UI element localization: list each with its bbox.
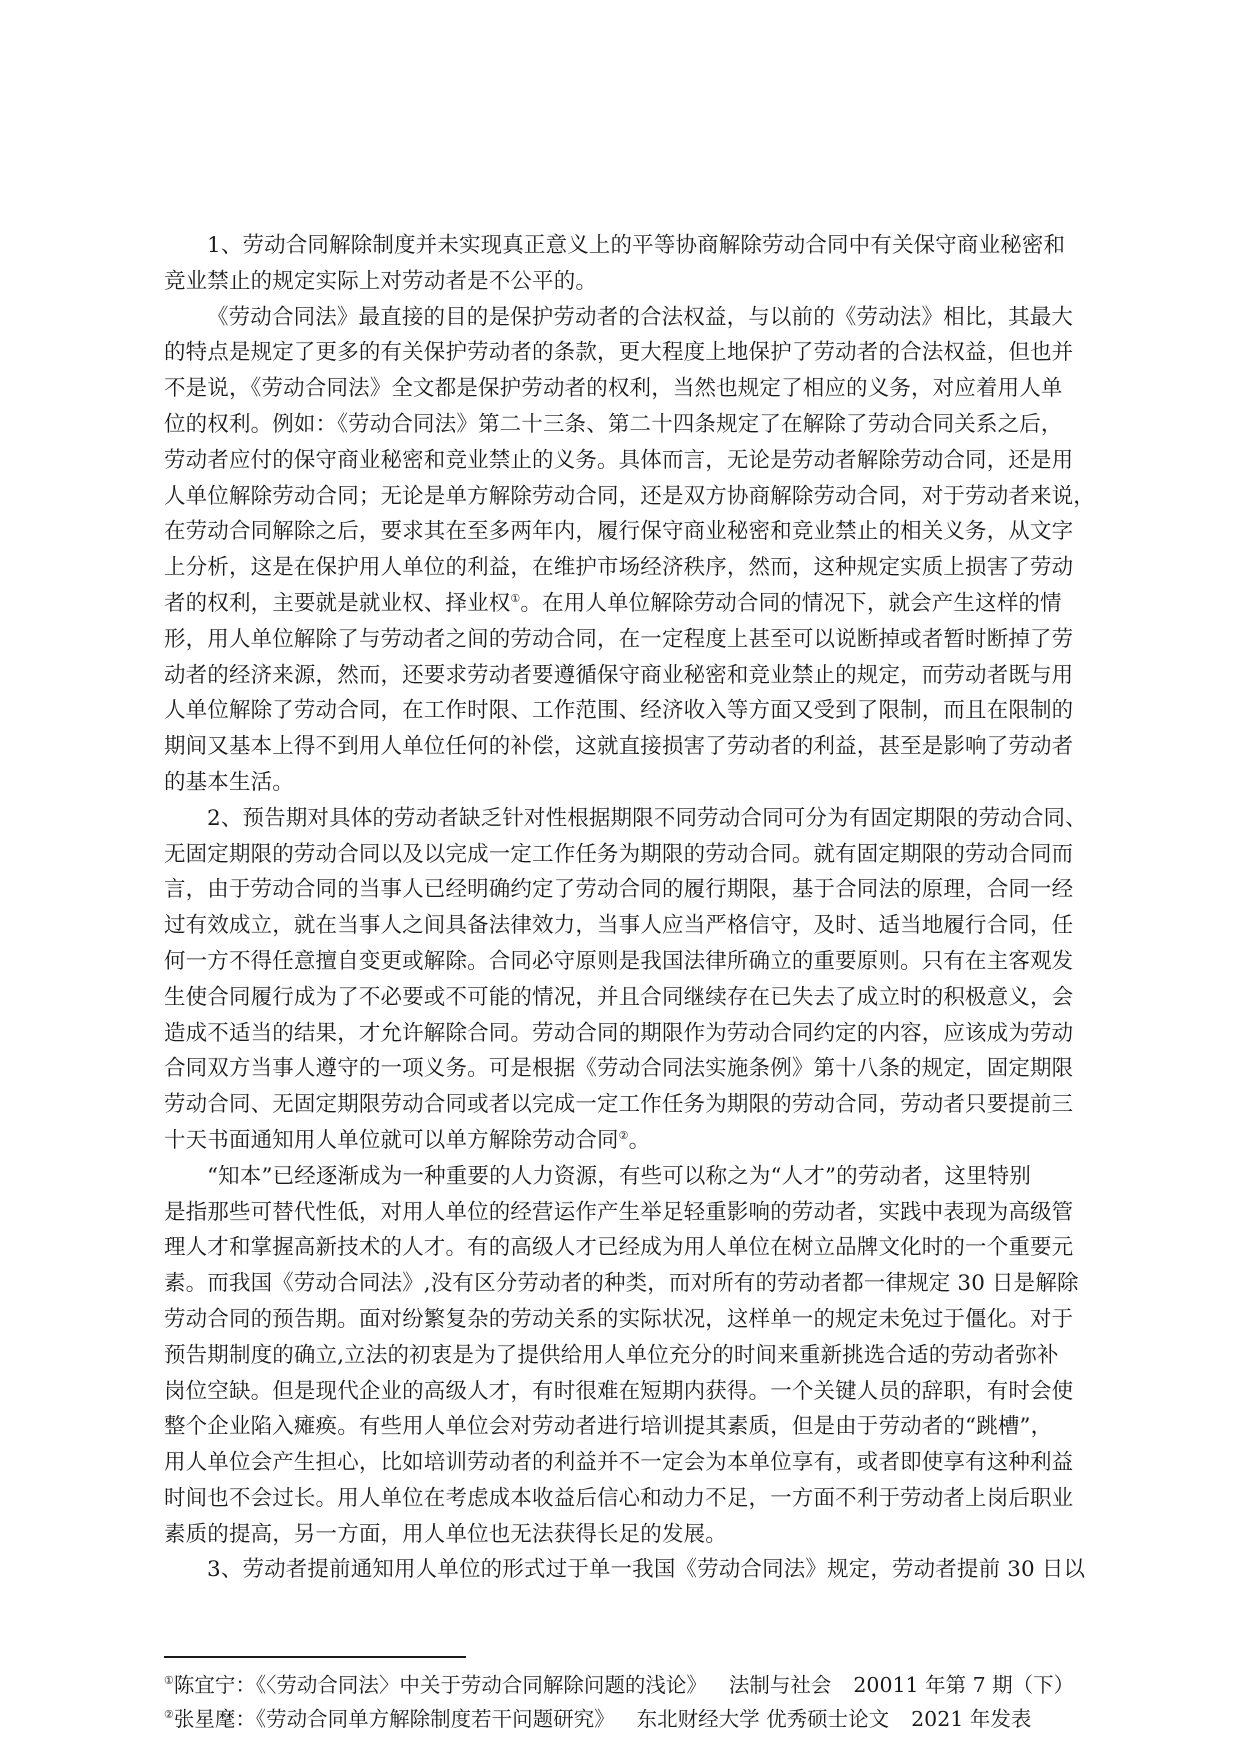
body-line-text: 何一方不得任意擅自变更或解除。合同必守原则是我国法律所确立的重要原则。只有在主客观发: [164, 948, 1074, 974]
footnote-mark: ①: [164, 1674, 174, 1688]
body-line: [164, 1087, 1076, 1123]
body-line: [164, 371, 1076, 407]
body-line: [164, 622, 1076, 658]
body-line-text: 素质的提高，另一方面，用人单位也无法获得长足的发展。: [164, 1521, 727, 1547]
footnote-date: 20011 年第 7 期（下）: [853, 1673, 1075, 1697]
body-line-text: 劳动合同、无固定期限劳动合同或者以完成一定工作任务为期限的劳动合同，劳动者只要提前三: [164, 1092, 1074, 1118]
body-line-text: 合同双方当事人遵守的一项义务。可是根据《劳动合同法实施条例》第十八条的规定，固定期限: [164, 1056, 1074, 1082]
body-line-text: 的基本生活。: [164, 769, 294, 795]
body-line: [164, 228, 1076, 264]
footnote-reference[interactable]: ①: [510, 591, 521, 605]
body-line-text: 造成不适当的结果，才允许解除合同。劳动合同的期限作为劳动合同约定的内容，应该成为劳动: [164, 1020, 1074, 1046]
footnote: [164, 1702, 1076, 1736]
body-line: [164, 944, 1076, 980]
body-line-text: 劳动合同的预告期。面对纷繁复杂的劳动关系的实际状况，这样单一的规定未免过于僵化。对于: [164, 1306, 1074, 1332]
body-line: [164, 1481, 1076, 1517]
body-line-text: 的特点是规定了更多的有关保护劳动者的条款，更大程度上地保护了劳动者的合法权益，但也并: [164, 340, 1074, 366]
body-line-text: 。: [628, 1127, 651, 1153]
body-line-text: 形，用人单位解除了与劳动者之间的劳动合同，在一定程度上甚至可以说断掉或者暂时断掉了劳: [164, 626, 1074, 652]
body-line: [164, 1123, 1076, 1159]
body-line-text: 动者的经济来源，然而，还要求劳动者要遵循保守商业秘密和竞业禁止的规定，而劳动者既与用: [164, 662, 1074, 688]
body-line: [164, 1338, 1076, 1374]
body-line: [164, 872, 1076, 908]
body-line: [164, 443, 1076, 479]
body-line: [164, 1195, 1076, 1231]
body-line-text: 3、劳动者提前通知用人单位的形式过于单一我国《劳动合同法》规定，劳动者提前 30 日以: [207, 1557, 1086, 1583]
body-line-text: 十天书面通知用人单位就可以单方解除劳动合同: [164, 1127, 619, 1153]
body-line: [164, 514, 1076, 550]
body-line-text: 素。而我国《劳动合同法》,没有区分劳动者的种类，而对所有的劳动者都一律规定 30 日是解除: [164, 1271, 1079, 1297]
body-line: [164, 264, 1076, 300]
body-line-text: 期间又基本上得不到用人单位任何的补偿，这就直接损害了劳动者的利益，甚至是影响了劳动者: [164, 734, 1074, 760]
footnote-date: 2021 年发表: [911, 1707, 1032, 1731]
footnote-source: 法制与社会: [728, 1673, 832, 1697]
body-line: [164, 1302, 1076, 1338]
body-line: [164, 1552, 1086, 1588]
body-line-text: 预告期制度的确立,立法的初衷是为了提供给用人单位充分的时间来重新挑选合适的劳动者弥补: [164, 1342, 1059, 1368]
body-line: [164, 1016, 1076, 1052]
body-line-text: 者的权利，主要就是就业权、择业权: [164, 590, 511, 616]
body-line: [164, 1051, 1076, 1087]
body-line-text: 位的权利。例如：《劳动合同法》第二十三条、第二十四条规定了在解除了劳动合同关系之后，: [164, 411, 1063, 437]
body-line-text: 是指那些可替代性低，对用人单位的经营运作产生举足轻重影响的劳动者，实践中表现为高级管: [164, 1199, 1074, 1225]
body-line-text: 1、劳动合同解除制度并未实现真正意义上的平等协商解除劳动合同中有关保守商业秘密和: [207, 233, 1066, 258]
footnote-mark: ②: [164, 1708, 174, 1722]
body-line: [164, 479, 1095, 515]
body-line: [164, 693, 1076, 729]
body-line: [164, 658, 1076, 694]
document-body: [164, 228, 1095, 1588]
body-line-text: 上分析，这是在保护用人单位的利益，在维护市场经济秩序，然而，这种规定实质上损害了劳动: [164, 555, 1074, 581]
body-line-text: 理人才和掌握高新技术的人才。有的高级人才已经成为用人单位在树立品牌文化时的一个重要元: [164, 1235, 1074, 1261]
body-line-text: “知本”已经逐渐成为一种重要的人力资源，有些可以称之为“人才”的劳动者，这里特别: [207, 1163, 1031, 1189]
body-line-text: 整个企业陷入瘫痪。有些用人单位会对劳动者进行培训提其素质，但是由于劳动者的“跳槽”，: [164, 1414, 1053, 1440]
body-line-text: 无固定期限的劳动合同以及以完成一定工作任务为期限的劳动合同。就有固定期限的劳动合同而: [164, 841, 1074, 867]
footnote-divider: [164, 1656, 466, 1658]
body-line: [164, 1517, 1076, 1553]
body-line-text: 岗位空缺。但是现代企业的高级人才，有时很难在短期内获得。一个关键人员的辞职，有时会使: [164, 1378, 1074, 1404]
body-line-text: 时间也不会过长。用人单位在考虑成本收益后信心和动力不足，一方面不利于劳动者上岗后职业: [164, 1485, 1074, 1511]
body-line: [164, 1374, 1076, 1410]
body-line: [164, 407, 1076, 443]
footnote: [164, 1668, 1076, 1702]
body-line-text: 言，由于劳动合同的当事人已经明确约定了劳动合同的履行期限，基于合同法的原理，合同一经: [164, 877, 1074, 903]
footnote-reference[interactable]: ②: [618, 1128, 629, 1142]
body-line: [164, 908, 1076, 944]
footnote-title: 张星麾：《劳动合同单方解除制度若干问题研究》: [173, 1707, 615, 1731]
body-line: [164, 1159, 1076, 1195]
body-line: [164, 801, 1087, 837]
body-line: [164, 980, 1076, 1016]
body-line: [164, 1266, 1079, 1302]
body-line: [164, 837, 1076, 873]
body-line: [164, 765, 1076, 801]
body-line-text: 人单位解除了劳动合同，在工作时限、工作范围、经济收入等方面又受到了限制，而且在限制的: [164, 698, 1074, 724]
footnotes: [164, 1668, 1076, 1736]
body-line-text: 人单位解除劳动合同；无论是单方解除劳动合同，还是双方协商解除劳动合同，对于劳动者来说，: [164, 483, 1095, 509]
body-line: [164, 586, 1076, 622]
body-line: [164, 729, 1076, 765]
body-line-text: 《劳动合同法》最直接的目的是保护劳动者的合法权益，与以前的《劳动法》相比，其最大: [207, 304, 1074, 330]
body-line-text: 劳动者应付的保守商业秘密和竞业禁止的义务。具体而言，无论是劳动者解除劳动合同，还是用: [164, 447, 1074, 473]
body-line: [164, 1445, 1076, 1481]
body-line-text: 在劳动合同解除之后，要求其在至多两年内，履行保守商业秘密和竞业禁止的相关义务，从文字: [164, 519, 1074, 545]
body-line: [164, 1409, 1076, 1445]
body-line: [164, 335, 1076, 371]
body-line-text: 。在用人单位解除劳动合同的情况下，就会产生这样的情: [520, 590, 1062, 616]
body-line: [164, 300, 1076, 336]
body-line-text: 2、预告期对具体的劳动者缺乏针对性根据期限不同劳动合同可分为有固定期限的劳动合同、: [207, 805, 1087, 831]
body-line-text: 用人单位会产生担心，比如培训劳动者的利益并不一定会为本单位享有，或者即使享有这种利益: [164, 1450, 1074, 1476]
body-line-text: 过有效成立，就在当事人之间具备法律效力，当事人应当严格信守，及时、适当地履行合同，任: [164, 913, 1074, 939]
body-line-text: 竞业禁止的规定实际上对劳动者是不公平的。: [164, 268, 598, 294]
body-line: [164, 1230, 1076, 1266]
body-line-text: 生使合同履行成为了不必要或不可能的情况，并且合同继续存在已失去了成立时的积极意义，会: [164, 984, 1074, 1010]
body-line-text: 不是说，《劳动合同法》全文都是保护劳动者的权利，当然也规定了相应的义务，对应着用人单: [164, 376, 1063, 402]
body-line: [164, 550, 1076, 586]
footnote-source: 东北财经大学 优秀硕士论文: [636, 1707, 890, 1731]
footnote-title: 陈宜宁：《〈劳动合同法〉中关于劳动合同解除问题的浅论》: [173, 1673, 707, 1697]
